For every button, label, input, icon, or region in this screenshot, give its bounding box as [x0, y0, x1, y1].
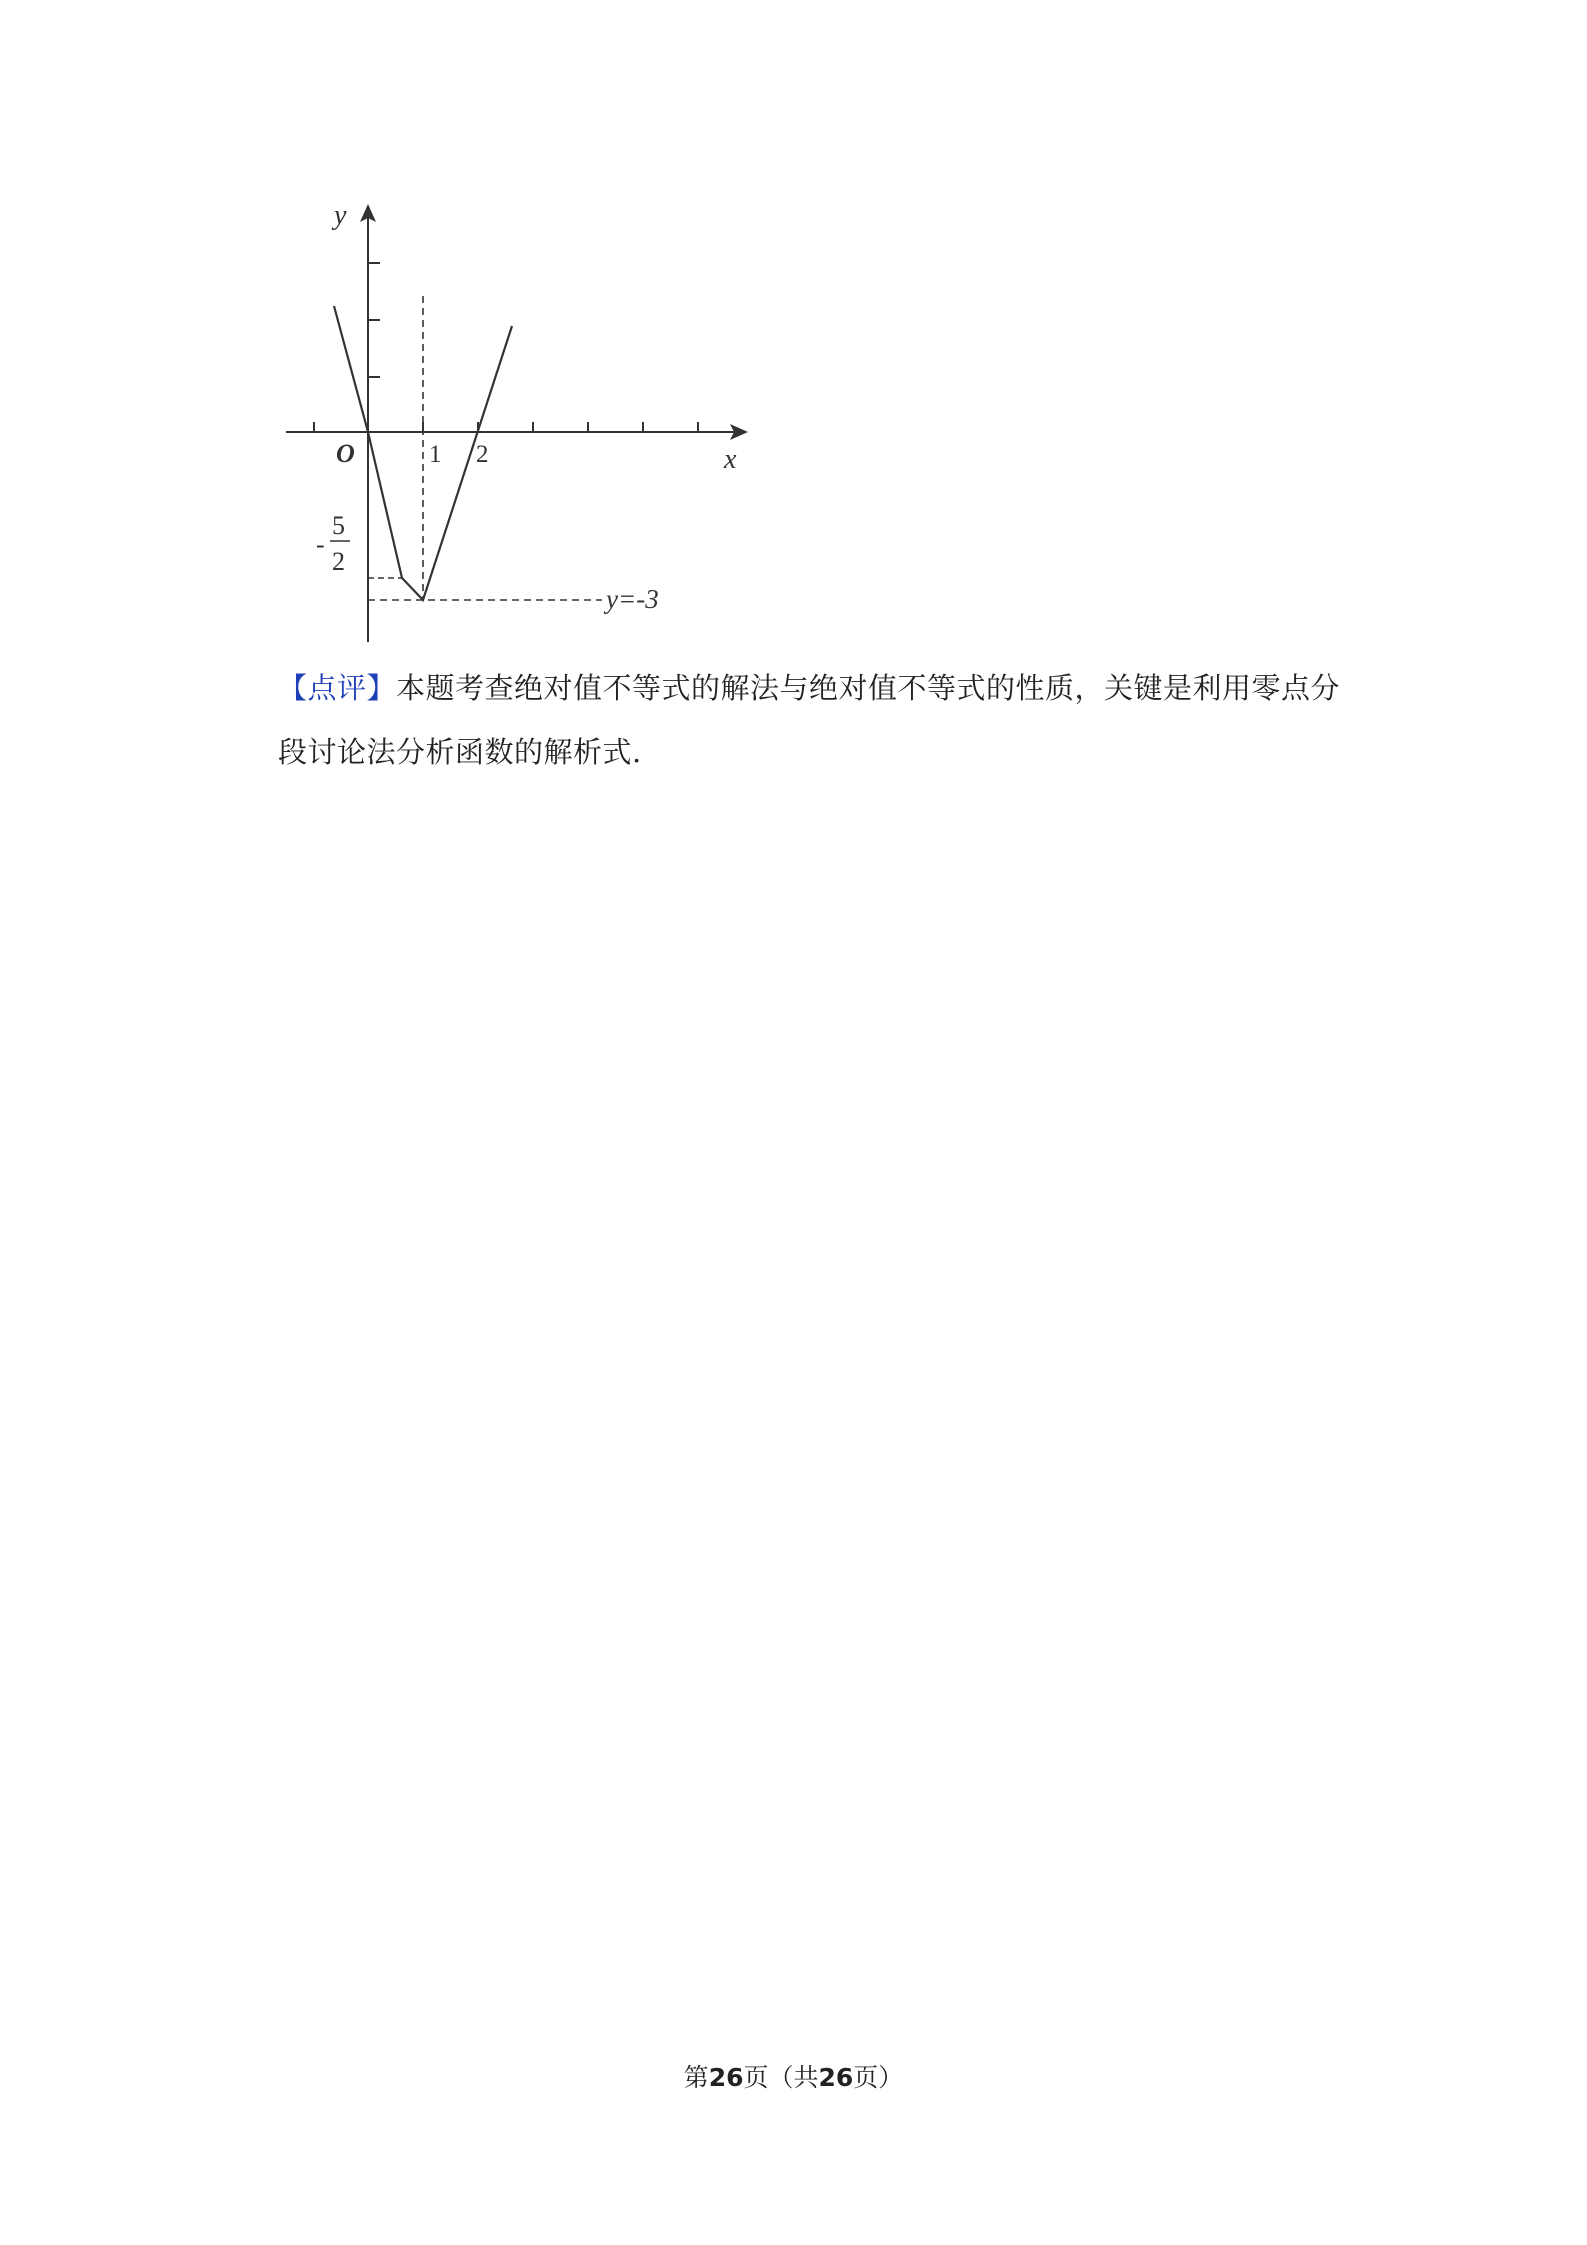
x-tick-label-2: 2	[476, 441, 489, 468]
fraction-minus-sign: -	[316, 530, 325, 559]
x-axis-label: x	[724, 444, 737, 475]
y-ticks	[368, 263, 380, 377]
x-ticks	[314, 422, 698, 432]
comment-tag: 【点评】	[278, 671, 397, 705]
footer-total-pages: 26	[818, 2063, 854, 2092]
x-tick-label-1: 1	[429, 441, 442, 468]
footer-prefix: 第	[683, 2063, 709, 2092]
comment-paragraph	[278, 656, 1358, 784]
origin-label: O	[336, 439, 355, 468]
y-axis-label: y	[334, 200, 347, 231]
footer-page-number: 26	[708, 2063, 744, 2092]
fraction-numerator: 5	[332, 511, 345, 540]
footer-suffix: 页）	[853, 2063, 904, 2092]
function-graph-figure	[276, 196, 756, 656]
comment-text: 本题考查绝对值不等式的解法与绝对值不等式的性质，关键是利用零点分段讨论法分析函数的解析式.	[278, 671, 1341, 769]
min-line-label: y=-3	[606, 584, 659, 614]
footer-middle: 页（共	[743, 2063, 819, 2092]
page-footer	[0, 2058, 1587, 2094]
fraction-denominator: 2	[332, 547, 345, 576]
